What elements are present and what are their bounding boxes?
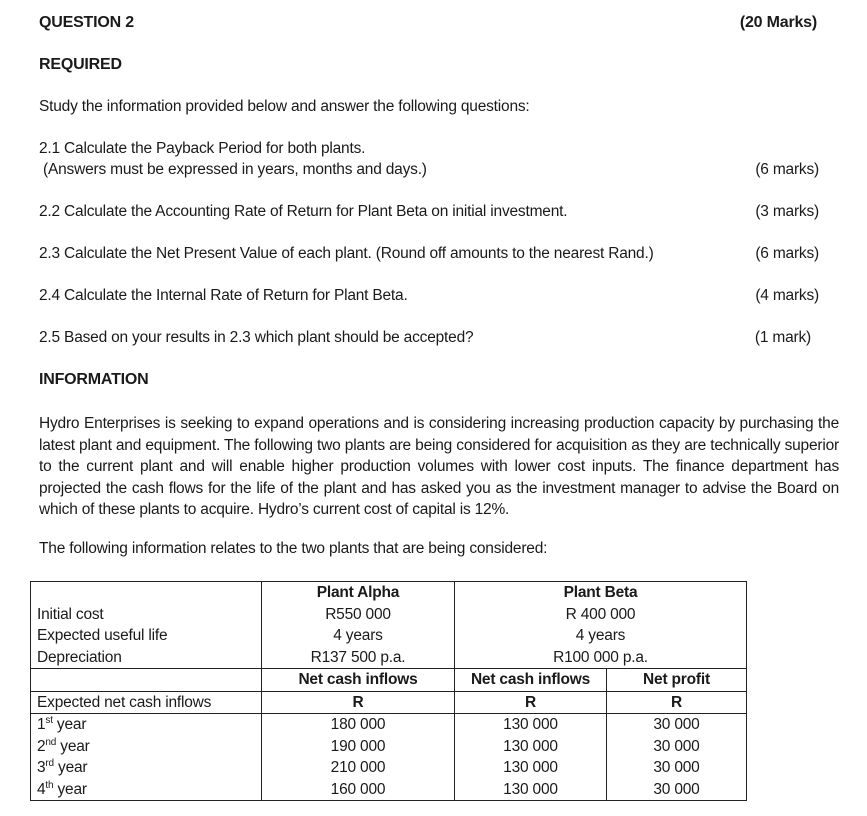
question-2-4: 2.4 Calculate the Internal Rate of Return for Plant Beta.	[39, 287, 408, 304]
alpha-net-cash-header: Net cash inflows	[262, 669, 455, 692]
question-2-3: 2.3 Calculate the Net Present Value of each plant. (Round off amounts to the nearest Rand.)	[39, 245, 654, 262]
beta-profit-currency: R	[607, 691, 747, 714]
alpha-initial-cost: R550 000	[262, 604, 455, 626]
beta-initial-cost: R 400 000	[455, 604, 747, 626]
alpha-inflow: 180 000	[262, 714, 455, 736]
beta-inflow: 130 000	[455, 779, 607, 801]
useful-life-label: Expected useful life	[31, 625, 262, 647]
question-2-5-marks: (1 mark)	[754, 329, 811, 346]
year-label: 3rd year	[31, 757, 262, 779]
beta-net-cash-header: Net cash inflows	[455, 669, 607, 692]
information-paragraph: Hydro Enterprises is seeking to expand operations and is considering increasing production capacity by purchasing the latest plant and equipment. The following two plants are being considered for acquisition as they are technically superior to the current plant and will enable higher production volumes with lower cost inputs. The finance department has projected the cash flows for the life of the plant and has asked you as the investment manager to advise the Board on which of these plants to acquire. Hydro’s current cost of capital is 12%.	[39, 415, 839, 518]
total-marks: (20 Marks)	[739, 14, 817, 31]
beta-useful-life: 4 years	[455, 625, 747, 647]
plant-beta-header: Plant Beta	[455, 582, 747, 604]
question-2-3-marks: (6 marks)	[755, 245, 819, 262]
table-intro: The following information relates to the two plants that are being considered:	[39, 540, 548, 557]
plant-alpha-header: Plant Alpha	[262, 582, 455, 604]
year-label: 4th year	[31, 779, 262, 801]
question-2-2-marks: (3 marks)	[755, 203, 819, 220]
alpha-inflow: 210 000	[262, 757, 455, 779]
year-label: 2nd year	[31, 736, 262, 758]
question-2-1-line2: (Answers must be expressed in years, months and days.)	[43, 161, 427, 178]
beta-inflow: 130 000	[455, 736, 607, 758]
table-row	[31, 714, 747, 736]
question-title: QUESTION 2	[39, 14, 134, 31]
table-row	[31, 736, 747, 758]
subheader-empty	[31, 669, 262, 692]
expected-inflows-label: Expected net cash inflows	[31, 691, 262, 714]
beta-depreciation: R100 000 p.a.	[455, 647, 747, 669]
beta-profit: 30 000	[607, 779, 747, 801]
plant-comparison-table	[30, 581, 747, 801]
table-row	[31, 779, 747, 801]
depreciation-label: Depreciation	[31, 647, 262, 669]
initial-cost-label: Initial cost	[31, 604, 262, 626]
beta-profit: 30 000	[607, 757, 747, 779]
year-label: 1st year	[31, 714, 262, 736]
beta-net-profit-header: Net profit	[607, 669, 747, 692]
required-heading: REQUIRED	[39, 56, 122, 73]
question-2-1-line1: 2.1 Calculate the Payback Period for both plants.	[39, 140, 366, 157]
beta-cash-currency: R	[455, 691, 607, 714]
alpha-currency: R	[262, 691, 455, 714]
beta-inflow: 130 000	[455, 757, 607, 779]
question-2-4-marks: (4 marks)	[755, 287, 819, 304]
alpha-inflow: 160 000	[262, 779, 455, 801]
question-2-5: 2.5 Based on your results in 2.3 which plant should be accepted?	[39, 329, 474, 346]
table-header-empty	[31, 582, 262, 604]
beta-inflow: 130 000	[455, 714, 607, 736]
beta-profit: 30 000	[607, 714, 747, 736]
alpha-useful-life: 4 years	[262, 625, 455, 647]
information-heading: INFORMATION	[39, 371, 149, 388]
table-row	[31, 757, 747, 779]
question-2-2: 2.2 Calculate the Accounting Rate of Return for Plant Beta on initial investment.	[39, 203, 568, 220]
alpha-inflow: 190 000	[262, 736, 455, 758]
required-intro: Study the information provided below and answer the following questions:	[39, 98, 530, 115]
beta-profit: 30 000	[607, 736, 747, 758]
question-2-1-marks: (6 marks)	[755, 161, 819, 178]
alpha-depreciation: R137 500 p.a.	[262, 647, 455, 669]
